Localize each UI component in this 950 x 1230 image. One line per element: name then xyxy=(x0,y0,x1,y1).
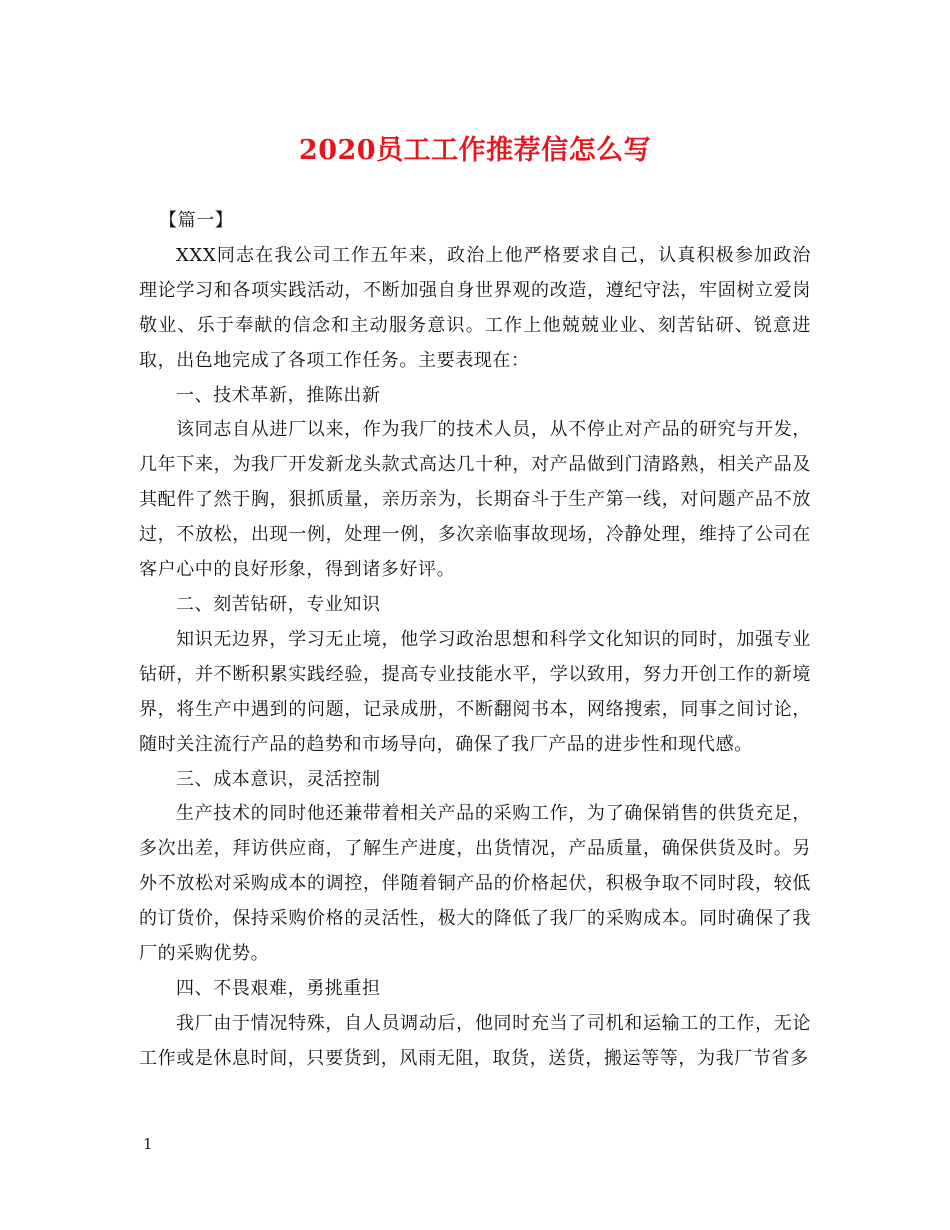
heading-3: 三、成本意识，灵活控制 xyxy=(176,768,381,790)
paragraph-3: 生产技术的同时他还兼带着相关产品的采购工作，为了确保销售的供货充足，多次出差，拜访供应商，了解生产进度，出货情况，产品质量，确保供货及时。另外不放松对采购成本的调控，伴随着铜产品的价格起伏，积极争取不同时段，较低的订货价，保持采购价格的灵活性，极大的降低了我厂的采购成本。同时确保了我厂的采购优势。 xyxy=(139,803,811,965)
paragraph-2: 知识无边界，学习无止境，他学习政治思想和科学文化知识的同时，加强专业钻研，并不断积累实践经验，提高专业技能水平，学以致用，努力开创工作的新境界，将生产中遇到的问题，记录成册，不断翻阅书本，网络搜索，同事之间讨论，随时关注流行产品的趋势和市场导向，确保了我厂产品的进步性和现代感。 xyxy=(139,628,811,755)
document-body xyxy=(139,204,811,1077)
heading-1: 一、技术革新，推陈出新 xyxy=(176,384,381,406)
paragraph-4: 我厂由于情况特殊，自人员调动后，他同时充当了司机和运输工的工作，无论工作或是休息时间，只要货到，风雨无阻，取货，送货，搬运等等，为我厂节省多 xyxy=(139,1012,811,1069)
paragraph-intro: XXX同志在我公司工作五年来，政治上他严格要求自己，认真积极参加政治理论学习和各项实践活动，不断加强自身世界观的改造，遵纪守法，牢固树立爱岗敬业、乐于奉献的信念和主动服务意识。工作上他兢兢业业、刻苦钻研、锐意进取，出色地完成了各项工作任务。主要表现在： xyxy=(139,244,811,371)
heading-2: 二、刻苦钻研，专业知识 xyxy=(176,593,381,615)
section-label: 【篇一】 xyxy=(159,210,234,231)
page-number: 1 xyxy=(143,1135,153,1153)
document-title: 2020员工工作推荐信怎么写 xyxy=(298,135,652,166)
paragraph-1: 该同志自从进厂以来，作为我厂的技术人员，从不停止对产品的研究与开发，几年下来，为我厂开发新龙头款式高达几十种，对产品做到门清路熟，相关产品及其配件了然于胸，狠抓质量，亲历亲为，长期奋斗于生产第一线，对问题产品不放过，不放松，出现一例，处理一例，多次亲临事故现场，冷静处理，维持了公司在客户心中的良好形象，得到诸多好评。 xyxy=(139,419,811,581)
heading-4: 四、不畏艰难，勇挑重担 xyxy=(176,977,381,999)
